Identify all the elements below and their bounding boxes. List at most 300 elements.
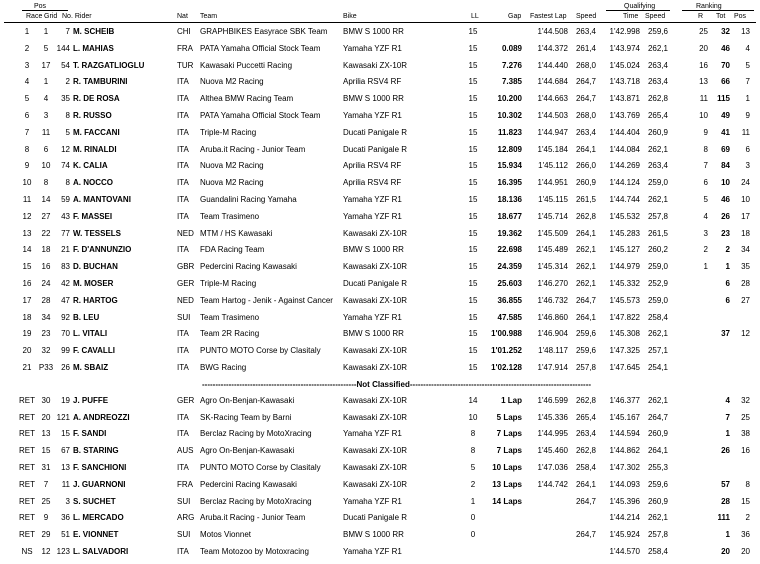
cell-gap: 1'02.128 [491, 363, 522, 372]
cell-nat: ITA [177, 463, 189, 472]
cell-rider: A. ANDREOZZI [73, 412, 130, 422]
cell-gap: 25.603 [497, 279, 522, 288]
cell-ll: 15 [468, 195, 478, 204]
cell-no: 92 [61, 312, 70, 322]
cell-gap: 18.136 [497, 195, 522, 204]
cell-tot: 7 [725, 412, 730, 422]
cell-race: RET [19, 412, 35, 422]
cell-nat: SUI [177, 496, 191, 506]
cell-ll: 5 [470, 463, 476, 472]
cell-fl: 1'44.951 [537, 178, 568, 188]
cell-no: 42 [61, 279, 70, 288]
cell-tot: 1 [725, 262, 730, 272]
cell-nat: ITA [177, 245, 189, 255]
cell-bike: Aprilia RSV4 RF [343, 161, 402, 171]
cell-qs: 259,6 [647, 479, 668, 489]
cell-spd: 264,7 [575, 94, 596, 104]
cell-race: 17 [22, 295, 32, 305]
cell-bike: Ducati Panigale R [343, 513, 408, 523]
cell-gap: 12.809 [497, 144, 522, 154]
header-gap: Gap [508, 13, 522, 20]
table-row [0, 242, 760, 258]
table-row [0, 326, 760, 342]
cell-team: Althea BMW Racing Team [200, 94, 294, 104]
cell-race: RET [19, 463, 35, 472]
cell-tot: 28 [721, 496, 730, 506]
header-tot: Tot [716, 13, 726, 20]
header-fastest-lap: Fastest Lap [530, 13, 567, 20]
cell-race: 6 [24, 111, 30, 120]
header-ranking-rule [682, 10, 754, 11]
cell-grid: 22 [41, 228, 51, 238]
cell-fl: 1'45.115 [538, 195, 568, 204]
cell-r: 2 [703, 245, 708, 255]
cell-r: 25 [699, 27, 708, 36]
cell-tot: 1 [725, 530, 730, 540]
cell-nat: ITA [177, 77, 189, 87]
cell-ll: 15 [468, 178, 478, 188]
cell-qt: 1'44.269 [609, 161, 640, 171]
cell-no: 13 [61, 463, 70, 472]
cell-fl: 1'45.336 [537, 412, 568, 422]
cell-tot: 26 [721, 211, 730, 221]
cell-bike: Yamaha YZF R1 [343, 312, 402, 322]
cell-tot: 41 [721, 127, 730, 137]
cell-fl: 1'44.947 [537, 127, 568, 137]
cell-rider: L. MAHIAS [73, 43, 114, 53]
cell-no: 35 [61, 94, 70, 104]
cell-ll: 15 [468, 228, 478, 238]
table-row [0, 158, 760, 174]
cell-spd: 268,0 [575, 60, 596, 70]
cell-nat: ITA [177, 195, 189, 204]
cell-grid: 20 [41, 412, 51, 422]
cell-qt: 1'42.998 [609, 27, 640, 36]
table-row [0, 310, 760, 326]
cell-rider: M. RINALDI [73, 144, 117, 154]
cell-bike: Yamaha YZF R1 [343, 211, 402, 221]
cell-nat: GER [177, 395, 195, 405]
cell-rider: F. CAVALLI [73, 346, 115, 356]
cell-nat: SUI [177, 530, 191, 540]
cell-ll: 2 [470, 479, 476, 489]
cell-spd: 266,0 [575, 161, 596, 171]
cell-pos: 12 [741, 329, 750, 339]
cell-grid: 12 [41, 547, 51, 556]
cell-race: 4 [24, 77, 30, 87]
not-classified-separator: ----------------------------------------------------------Not Classified-------------------------------------------------------------------- [202, 379, 592, 389]
cell-no: 3 [65, 496, 70, 506]
cell-rider: L. MERCADO [73, 513, 124, 523]
cell-grid: 7 [43, 479, 49, 489]
header-q-speed: Speed [645, 13, 666, 20]
cell-r: 16 [699, 60, 708, 70]
cell-bike: Ducati Panigale R [343, 127, 408, 137]
cell-fl: 1'45.489 [537, 245, 568, 255]
cell-pos: 38 [741, 429, 750, 439]
cell-pos: 4 [745, 43, 750, 53]
cell-race: 15 [22, 262, 32, 272]
cell-qt: 1'45.283 [609, 228, 640, 238]
cell-rider: S. SUCHET [73, 496, 116, 506]
cell-bike: BMW S 1000 RR [343, 27, 404, 36]
cell-r: 1 [703, 262, 708, 272]
cell-race: RET [19, 429, 35, 439]
cell-fl: 1'45.460 [537, 446, 568, 456]
cell-qt: 1'45.024 [609, 60, 640, 70]
cell-pos: 32 [741, 395, 750, 405]
cell-rider: T. RAZGATLIOGLU [73, 60, 145, 70]
cell-nat: ITA [177, 429, 189, 439]
cell-fl: 1'46.860 [537, 312, 568, 322]
table-row [0, 175, 760, 191]
cell-fl: 1'45.112 [538, 161, 568, 171]
cell-rider: F. SANCHIONI [73, 463, 127, 472]
cell-qs: 255,3 [647, 463, 668, 472]
cell-tot: 84 [721, 161, 730, 171]
cell-nat: ITA [177, 412, 189, 422]
cell-team: Team Trasimeno [200, 312, 260, 322]
cell-ll: 15 [468, 329, 478, 339]
cell-ll: 15 [468, 211, 478, 221]
cell-gap: 1 Lap [501, 395, 522, 405]
cell-pos: 9 [745, 111, 750, 120]
cell-spd: 264,7 [575, 295, 596, 305]
cell-spd: 264,7 [575, 77, 596, 87]
cell-race: 9 [24, 161, 30, 171]
cell-qt: 1'43.769 [609, 111, 640, 120]
cell-bike: Kawasaki ZX-10R [343, 60, 408, 70]
cell-no: 144 [56, 43, 70, 53]
cell-gap: 10 Laps [492, 463, 522, 472]
table-row [0, 259, 760, 275]
table-row [0, 24, 760, 40]
cell-tot: 115 [717, 94, 730, 104]
cell-team: Agro On-Benjan-Kawasaki [200, 446, 295, 456]
cell-qt: 1'44.214 [609, 513, 640, 523]
cell-team: Team Motozoo by Motoxracing [200, 547, 309, 556]
cell-nat: TUR [177, 60, 194, 70]
cell-fl: 1'44.663 [537, 94, 568, 104]
cell-race: 5 [24, 94, 30, 104]
cell-race: 12 [22, 211, 32, 221]
cell-gap: 10.302 [497, 111, 522, 120]
cell-no: 121 [56, 412, 70, 422]
cell-qt: 1'45.532 [609, 211, 640, 221]
cell-bike: Yamaha YZF R1 [343, 43, 402, 53]
cell-rider: R. HARTOG [73, 295, 118, 305]
cell-spd: 262,8 [575, 446, 596, 456]
cell-gap: 13 Laps [492, 479, 522, 489]
cell-grid: 18 [41, 245, 51, 255]
cell-qt: 1'47.822 [609, 312, 640, 322]
cell-bike: Kawasaki ZX-10R [343, 363, 408, 372]
cell-pos: 1 [745, 94, 750, 104]
cell-qt: 1'43.974 [609, 43, 640, 53]
cell-qt: 1'45.396 [609, 496, 640, 506]
cell-grid: 1 [43, 77, 49, 87]
cell-grid: 23 [41, 329, 51, 339]
cell-qs: 252,9 [647, 279, 668, 288]
cell-rider: D. BUCHAN [73, 262, 118, 272]
cell-tot: 46 [721, 195, 730, 204]
cell-qs: 262,1 [647, 43, 668, 53]
header-qualifying: Qualifying [624, 3, 656, 10]
cell-race: RET [19, 395, 35, 405]
cell-rider: A. NOCCO [73, 178, 113, 188]
cell-team: Team Trasimeno [200, 211, 260, 221]
header-bike: Bike [343, 13, 357, 20]
cell-grid: 28 [41, 295, 51, 305]
cell-spd: 263,4 [575, 429, 596, 439]
cell-grid: 14 [41, 195, 51, 204]
cell-qt: 1'43.718 [609, 77, 640, 87]
cell-no: 54 [61, 60, 70, 70]
cell-grid: 6 [43, 144, 49, 154]
cell-bike: BMW S 1000 RR [343, 530, 404, 540]
cell-pos: 6 [745, 144, 750, 154]
cell-bike: Aprilia RSV4 RF [343, 178, 402, 188]
cell-bike: Kawasaki ZX-10R [343, 262, 408, 272]
cell-grid: 1 [43, 27, 49, 36]
cell-fl: 1'44.440 [537, 60, 568, 70]
cell-ll: 15 [468, 346, 478, 356]
cell-spd: 264,1 [575, 144, 596, 154]
cell-tot: 69 [721, 144, 730, 154]
cell-team: Team Hartog - Jenik - Against Cancer [200, 295, 333, 305]
cell-rider: M. SCHEIB [73, 27, 115, 36]
cell-nat: ITA [177, 329, 189, 339]
cell-fl: 1'44.684 [537, 77, 568, 87]
cell-ll: 15 [468, 245, 478, 255]
cell-qt: 1'47.302 [609, 463, 640, 472]
cell-fl: 1'45.509 [537, 228, 568, 238]
cell-no: 99 [61, 346, 70, 356]
cell-spd: 262,1 [575, 279, 596, 288]
table-row [0, 293, 760, 309]
header-race: Race [26, 13, 43, 20]
cell-no: 2 [65, 77, 70, 87]
cell-qs: 263,4 [647, 60, 668, 70]
cell-ll: 15 [468, 161, 478, 171]
cell-bike: Kawasaki ZX-10R [343, 446, 408, 456]
cell-qs: 264,7 [647, 412, 668, 422]
cell-no: 83 [61, 262, 70, 272]
table-row [0, 74, 760, 90]
cell-tot: 26 [721, 446, 730, 456]
cell-nat: SUI [177, 312, 191, 322]
cell-rider: B. STARING [73, 446, 119, 456]
cell-grid: 16 [41, 262, 51, 272]
cell-rider: M. FACCANI [73, 127, 120, 137]
cell-qs: 262,1 [647, 329, 668, 339]
header-ll: LL [471, 13, 479, 20]
cell-spd: 262,1 [575, 262, 596, 272]
cell-race: 19 [22, 329, 32, 339]
cell-nat: ARG [177, 513, 195, 523]
cell-rider: J. GUARNONI [73, 479, 126, 489]
cell-tot: 70 [721, 60, 730, 70]
cell-pos: 20 [741, 547, 750, 556]
cell-race: RET [19, 530, 35, 540]
cell-race: 1 [24, 27, 30, 36]
cell-no: 77 [61, 228, 70, 238]
cell-fl: 1'46.904 [537, 329, 568, 339]
cell-race: 10 [22, 178, 32, 188]
cell-nat: GBR [177, 262, 195, 272]
cell-team: Nuova M2 Racing [200, 77, 264, 87]
cell-ll: 15 [468, 94, 478, 104]
cell-nat: ITA [177, 94, 189, 104]
cell-team: Nuova M2 Racing [200, 161, 264, 171]
cell-team: Pedercini Racing Kawasaki [200, 262, 297, 272]
cell-qt: 1'44.979 [609, 262, 640, 272]
cell-team: MTM / HS Kawasaki [200, 228, 273, 238]
table-row [0, 41, 760, 57]
cell-nat: FRA [177, 43, 193, 53]
cell-no: 26 [61, 363, 70, 372]
header-r: R [698, 13, 704, 20]
table-row [0, 58, 760, 74]
header-ranking: Ranking [696, 3, 722, 10]
header-grid: Grid [44, 13, 58, 20]
cell-rider: W. TESSELS [73, 228, 122, 238]
cell-team: PATA Yamaha Official Stock Team [200, 111, 321, 120]
cell-team: PUNTO MOTO Corse by Clasitaly [200, 346, 321, 356]
cell-no: 59 [61, 195, 70, 204]
cell-gap: 7.385 [501, 77, 522, 87]
table-row [0, 142, 760, 158]
cell-fl: 1'46.599 [537, 395, 568, 405]
cell-nat: NED [177, 228, 194, 238]
cell-spd: 262,8 [575, 395, 596, 405]
cell-race: 7 [24, 127, 30, 137]
cell-grid: 3 [43, 111, 49, 120]
cell-fl: 1'48.117 [538, 346, 568, 356]
header-rule [4, 22, 756, 23]
cell-tot: 4 [725, 395, 730, 405]
header-pos-rule [22, 10, 68, 11]
cell-ll: 0 [470, 513, 476, 523]
table-row [0, 276, 760, 292]
cell-bike: BMW S 1000 RR [343, 245, 404, 255]
cell-qs: 260,2 [647, 245, 668, 255]
cell-ll: 15 [468, 295, 478, 305]
cell-grid: 17 [41, 60, 51, 70]
cell-nat: NED [177, 295, 194, 305]
cell-gap: 14 Laps [492, 496, 522, 506]
cell-gap: 15.934 [497, 161, 522, 171]
cell-no: 5 [65, 127, 70, 137]
cell-pos: 16 [741, 446, 750, 456]
cell-team: Kawasaki Puccetti Racing [200, 60, 293, 70]
cell-fl: 1'44.503 [537, 111, 568, 120]
cell-qs: 258,4 [647, 312, 668, 322]
cell-spd: 264,1 [575, 312, 596, 322]
cell-ll: 15 [468, 43, 478, 53]
cell-gap: 0.089 [501, 43, 522, 53]
cell-qt: 1'45.332 [609, 279, 640, 288]
cell-spd: 268,0 [575, 111, 596, 120]
cell-team: BWG Racing [200, 363, 247, 372]
cell-nat: FRA [177, 479, 193, 489]
cell-team: FDA Racing Team [200, 245, 265, 255]
cell-qt: 1'45.167 [609, 412, 640, 422]
cell-qt: 1'43.871 [609, 94, 640, 104]
cell-tot: 6 [725, 295, 730, 305]
cell-fl: 1'44.508 [537, 27, 568, 36]
cell-race: 2 [24, 43, 30, 53]
cell-ll: 14 [468, 395, 478, 405]
cell-spd: 265,4 [575, 412, 596, 422]
cell-no: 123 [56, 547, 70, 556]
cell-bike: Kawasaki ZX-10R [343, 463, 408, 472]
cell-tot: 111 [717, 513, 730, 523]
cell-qs: 258,4 [647, 547, 668, 556]
cell-r: 11 [699, 94, 708, 104]
cell-qt: 1'44.594 [609, 429, 640, 439]
cell-qt: 1'44.570 [609, 547, 640, 556]
cell-rider: R. RUSSO [73, 111, 112, 120]
cell-spd: 259,6 [575, 329, 596, 339]
cell-grid: 34 [41, 312, 51, 322]
cell-rider: R. DE ROSA [73, 94, 120, 104]
cell-team: Team 2R Racing [200, 329, 260, 339]
cell-fl: 1'44.372 [537, 43, 568, 53]
cell-race: 14 [22, 245, 32, 255]
cell-tot: 2 [725, 245, 730, 255]
cell-qt: 1'45.308 [609, 329, 640, 339]
cell-r: 6 [703, 178, 708, 188]
cell-gap: 7 Laps [496, 446, 522, 456]
cell-qs: 257,1 [647, 346, 668, 356]
header-qualifying-rule [606, 10, 670, 11]
cell-bike: Ducati Panigale R [343, 144, 408, 154]
cell-spd: 263,4 [575, 127, 596, 137]
cell-rider: A. MANTOVANI [73, 195, 131, 204]
cell-r: 9 [703, 127, 708, 137]
cell-qs: 261,5 [647, 228, 668, 238]
cell-spd: 264,7 [575, 496, 596, 506]
cell-grid: 24 [41, 279, 51, 288]
cell-gap: 11.823 [497, 127, 522, 137]
cell-fl: 1'46.732 [537, 295, 568, 305]
table-row [0, 477, 760, 493]
cell-no: 36 [61, 513, 70, 523]
cell-race: NS [21, 547, 33, 556]
cell-no: 15 [61, 429, 70, 439]
cell-pos: 10 [741, 195, 750, 204]
cell-qs: 257,8 [647, 211, 668, 221]
cell-bike: Yamaha YZF R1 [343, 496, 402, 506]
cell-pos: 5 [745, 60, 750, 70]
cell-ll: 15 [468, 312, 478, 322]
table-row [0, 343, 760, 359]
cell-qs: 259,0 [647, 295, 668, 305]
cell-team: PATA Yamaha Official Stock Team [200, 43, 321, 53]
cell-no: 21 [61, 245, 70, 255]
cell-gap: 36.855 [497, 295, 522, 305]
cell-pos: 17 [741, 211, 750, 221]
cell-ll: 15 [468, 77, 478, 87]
cell-bike: Kawasaki ZX-10R [343, 479, 408, 489]
cell-pos: 11 [741, 127, 750, 137]
cell-fl: 1'45.714 [537, 211, 568, 221]
cell-spd: 261,4 [575, 43, 596, 53]
cell-gap: 7.276 [501, 60, 522, 70]
cell-spd: 264,7 [575, 530, 596, 540]
table-row [0, 108, 760, 124]
